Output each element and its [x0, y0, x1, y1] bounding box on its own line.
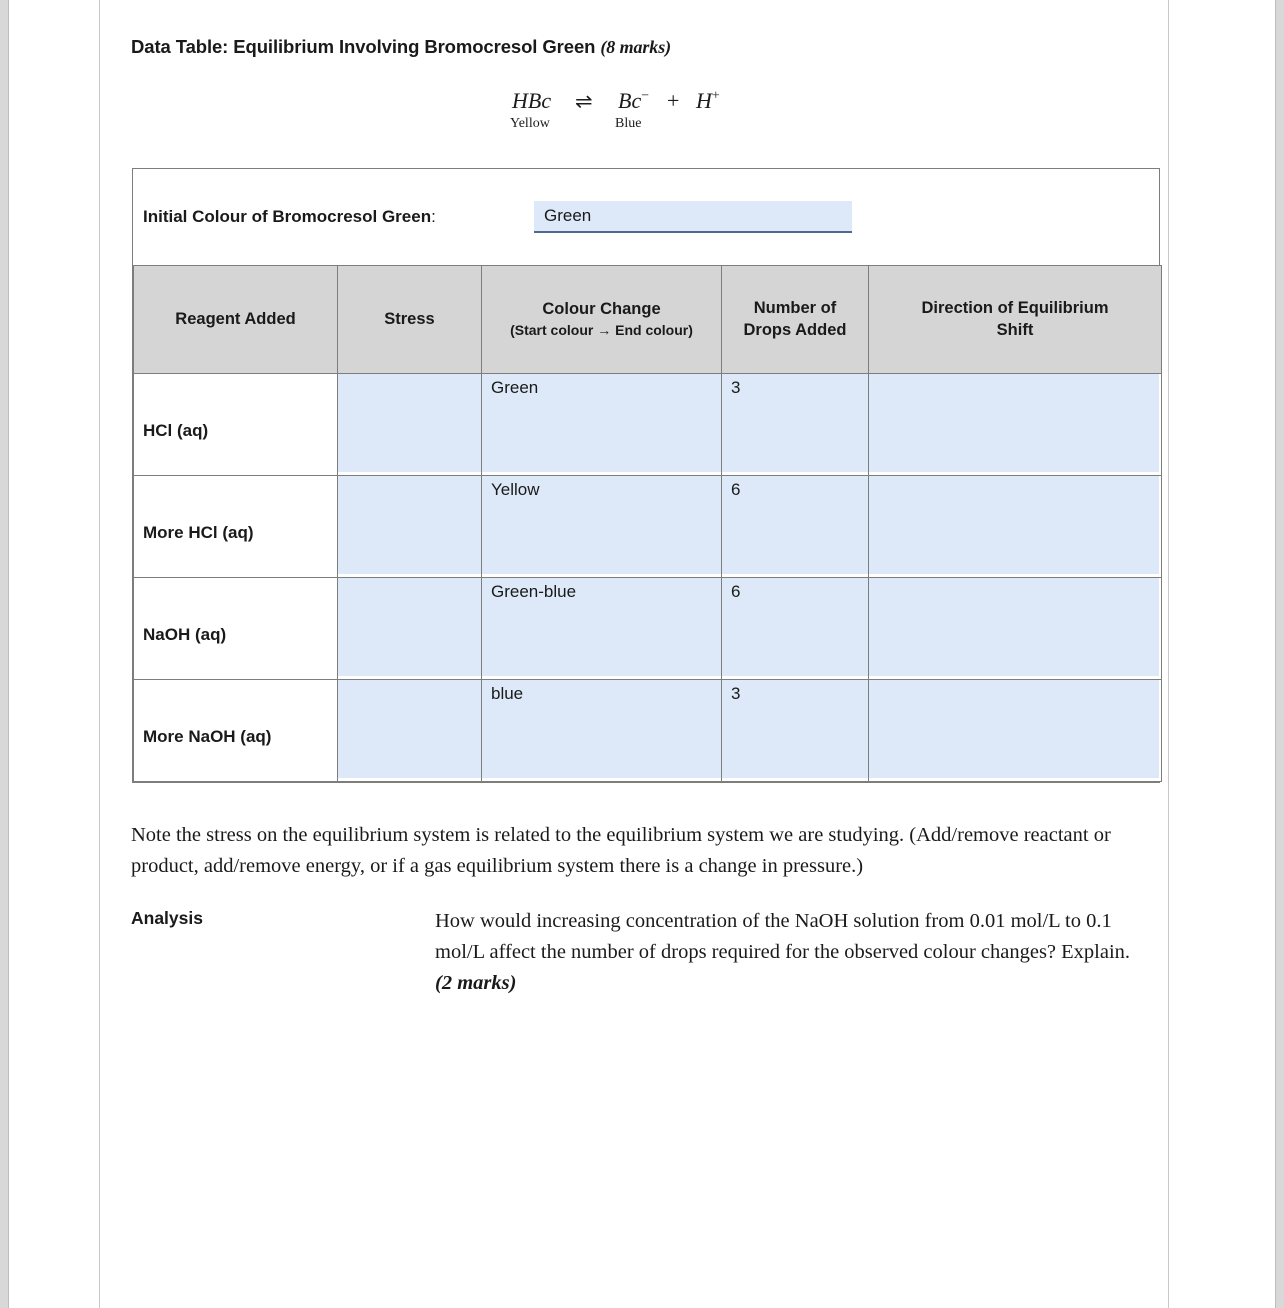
- table-row: [134, 476, 1162, 578]
- stress-input[interactable]: [338, 374, 481, 472]
- cell-stress[interactable]: [338, 374, 482, 476]
- colour-change-input[interactable]: [482, 476, 721, 574]
- colour-change-value: Green: [491, 378, 539, 397]
- equation-product-1-charge: −: [641, 88, 650, 104]
- analysis-heading: Analysis: [131, 908, 203, 928]
- page-title: [131, 36, 671, 58]
- cell-direction-shift[interactable]: [869, 578, 1162, 680]
- colour-change-value: Yellow: [491, 480, 540, 499]
- direction-input[interactable]: [869, 374, 1159, 472]
- analysis-question: [435, 906, 1141, 998]
- drops-value: 3: [731, 378, 741, 397]
- stress-input[interactable]: [338, 680, 481, 778]
- colour-change-value: blue: [491, 684, 524, 703]
- direction-input[interactable]: [869, 578, 1159, 676]
- page-left-gutter: [0, 0, 8, 1308]
- page-right-gutter: [1276, 0, 1284, 1308]
- equation-reactant: HBc: [512, 88, 552, 113]
- initial-colour-input[interactable]: [534, 201, 852, 233]
- equation-line: [500, 88, 800, 116]
- analysis-question-text: How would increasing concentration of the NaOH solution from 0.01 mol/L to 0.1 mol/L affect the number of drops required for the observed colour changes? Explain.: [435, 910, 1131, 963]
- drops-input[interactable]: [722, 374, 868, 472]
- cell-drops-added[interactable]: [722, 374, 869, 476]
- reagent-label: NaOH (aq): [143, 625, 227, 644]
- page-title-text: Data Table: Equilibrium Involving Bromocresol Green: [131, 36, 596, 57]
- table-row: [134, 578, 1162, 680]
- right-margin-guide: [1168, 0, 1169, 1308]
- cell-stress[interactable]: [338, 578, 482, 680]
- equation-product-2-charge: +: [711, 88, 720, 104]
- cell-direction-shift[interactable]: [869, 374, 1162, 476]
- equilibrium-arrow-icon: ⇌: [575, 89, 593, 113]
- header-colour-change-sub-pre: (Start colour: [510, 322, 598, 339]
- header-direction-of-shift: [869, 266, 1162, 374]
- drops-value: 6: [731, 582, 741, 601]
- data-table-frame: [132, 168, 1160, 783]
- stress-note-paragraph: Note the stress on the equilibrium system is related to the equilibrium system we are studying. (Add/remove reactant or product, add/remove energy, or if a gas equilibrium system there is a change in pressure.): [131, 824, 1111, 878]
- equation-product-2-text: H: [696, 88, 712, 113]
- cell-direction-shift[interactable]: [869, 476, 1162, 578]
- stress-input[interactable]: [338, 578, 481, 676]
- reagent-label: More NaOH (aq): [143, 727, 272, 746]
- left-margin-guide: [99, 0, 100, 1308]
- equation-colour-labels: [500, 116, 800, 136]
- header-drops-line2: Drops Added: [743, 320, 847, 339]
- direction-input[interactable]: [869, 476, 1159, 574]
- equation-product-1-text: Bc: [618, 88, 642, 113]
- equation-plus-sign: +: [667, 88, 680, 113]
- table-row: [134, 680, 1162, 782]
- page-left-edge-line: [8, 0, 9, 1308]
- cell-colour-change[interactable]: [482, 476, 722, 578]
- cell-stress[interactable]: [338, 476, 482, 578]
- header-reagent-added: Reagent Added: [134, 266, 338, 374]
- cell-colour-change[interactable]: [482, 374, 722, 476]
- drops-input[interactable]: [722, 680, 868, 778]
- direction-input[interactable]: [869, 680, 1159, 778]
- cell-colour-change[interactable]: [482, 578, 722, 680]
- colour-change-input[interactable]: [482, 680, 721, 778]
- initial-colour-label-colon: :: [431, 207, 436, 226]
- cell-reagent-added: [134, 680, 338, 782]
- drops-value: 6: [731, 480, 741, 499]
- equilibrium-data-table: [133, 265, 1162, 782]
- header-direction-line1: Direction of Equilibrium: [921, 299, 1109, 318]
- cell-colour-change[interactable]: [482, 680, 722, 782]
- header-drops-added: [722, 266, 869, 374]
- cell-drops-added[interactable]: [722, 680, 869, 782]
- header-direction-line2: Shift: [996, 320, 1034, 339]
- initial-colour-label-text: Initial Colour of Bromocresol Green: [143, 207, 432, 226]
- reagent-label: More HCl (aq): [143, 523, 254, 542]
- initial-colour-label: [143, 207, 436, 227]
- drops-input[interactable]: [722, 578, 868, 676]
- page-title-marks: (8 marks): [600, 37, 671, 57]
- cell-reagent-added: [134, 374, 338, 476]
- table-header-row: [134, 266, 1162, 374]
- header-stress: Stress: [338, 266, 482, 374]
- page-right-edge-line: [1275, 0, 1276, 1308]
- cell-reagent-added: [134, 578, 338, 680]
- cell-direction-shift[interactable]: [869, 680, 1162, 782]
- analysis-marks: (2 marks): [435, 971, 517, 994]
- colour-change-input[interactable]: [482, 578, 721, 676]
- header-colour-change-subtitle: [486, 321, 717, 339]
- initial-colour-row: [133, 169, 1159, 265]
- equation-product-2: [696, 88, 720, 114]
- cell-reagent-added: [134, 476, 338, 578]
- cell-drops-added[interactable]: [722, 578, 869, 680]
- stress-input[interactable]: [338, 476, 481, 574]
- header-colour-change-title: Colour Change: [542, 300, 661, 319]
- equation-product-colour: Blue: [615, 116, 642, 131]
- header-colour-change: [482, 266, 722, 374]
- cell-drops-added[interactable]: [722, 476, 869, 578]
- colour-change-value: Green-blue: [491, 582, 577, 601]
- drops-input[interactable]: [722, 476, 868, 574]
- reagent-label: HCl (aq): [143, 421, 209, 440]
- drops-value: 3: [731, 684, 741, 703]
- right-arrow-icon: →: [597, 322, 612, 339]
- equation-product-1: [618, 88, 649, 114]
- equation-reactant-colour: Yellow: [510, 116, 550, 131]
- colour-change-input[interactable]: [482, 374, 721, 472]
- header-colour-change-sub-post: End colour): [611, 322, 693, 339]
- header-drops-line1: Number of: [753, 299, 837, 318]
- table-row: [134, 374, 1162, 476]
- chemical-equation: [500, 88, 800, 136]
- initial-colour-value: Green: [544, 206, 592, 225]
- cell-stress[interactable]: [338, 680, 482, 782]
